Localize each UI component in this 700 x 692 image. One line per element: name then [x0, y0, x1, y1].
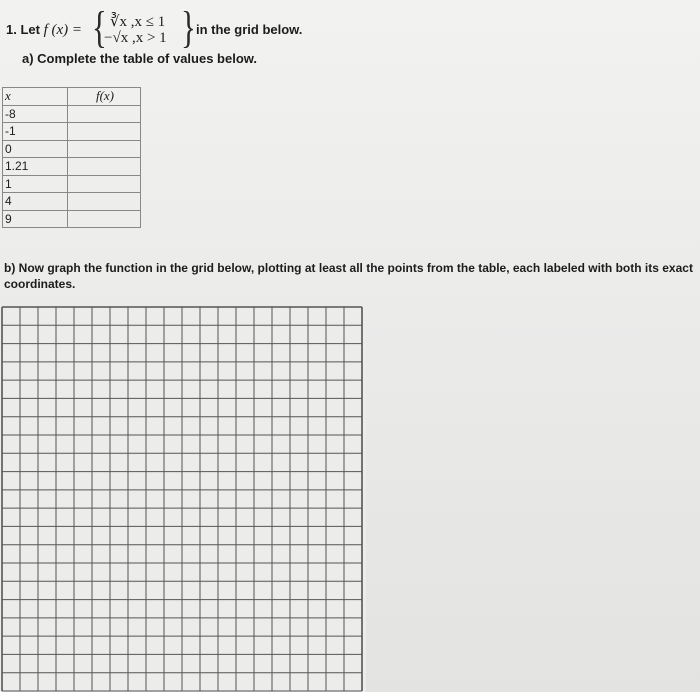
- x-value-cell: -1: [3, 123, 68, 141]
- problem-intro: [6, 22, 82, 39]
- table-row: [3, 175, 141, 193]
- table-row: [3, 158, 141, 176]
- problem-number: 1.: [6, 22, 17, 37]
- x-value-cell: 1.21: [3, 158, 68, 176]
- piecewise-case-1: ∛x ,x ≤ 1: [110, 14, 166, 30]
- right-brace: }: [181, 3, 196, 52]
- fx-answer-cell[interactable]: [68, 175, 141, 193]
- part-a-instruction: a) Complete the table of values below.: [22, 51, 258, 66]
- x-value-cell: 9: [3, 210, 68, 228]
- x-value-cell: -8: [3, 105, 68, 123]
- part-b-instruction: b) Now graph the function in the grid below, plotting at least all the points from the table, each labeled with both its exact coordinates.: [4, 261, 693, 291]
- table-row: [3, 193, 141, 211]
- table-row: [3, 210, 141, 228]
- x-value-cell: 1: [3, 175, 68, 193]
- piecewise-case-2: −√x ,x > 1: [104, 30, 167, 46]
- table-row: [3, 123, 141, 141]
- fx-answer-cell[interactable]: [68, 105, 141, 123]
- values-table: [2, 87, 141, 228]
- fx-answer-cell[interactable]: [68, 140, 141, 158]
- graph-grid-lines: [0, 306, 366, 692]
- function-name: f (x) =: [43, 22, 83, 38]
- problem-lead: Let: [20, 22, 40, 37]
- fx-answer-cell[interactable]: [68, 123, 141, 141]
- left-brace: {: [92, 3, 107, 52]
- fx-answer-cell[interactable]: [68, 158, 141, 176]
- table-row: [3, 105, 141, 123]
- table-row: [3, 140, 141, 158]
- x-value-cell: 4: [3, 193, 68, 211]
- graph-grid[interactable]: [0, 306, 366, 692]
- header-fx: f(x): [68, 88, 141, 106]
- fx-answer-cell[interactable]: [68, 193, 141, 211]
- header-x: x: [3, 88, 68, 106]
- x-value-cell: 0: [3, 140, 68, 158]
- problem-trailing-text: in the grid below.: [196, 22, 303, 37]
- fx-answer-cell[interactable]: [68, 210, 141, 228]
- table-header-row: [3, 88, 141, 106]
